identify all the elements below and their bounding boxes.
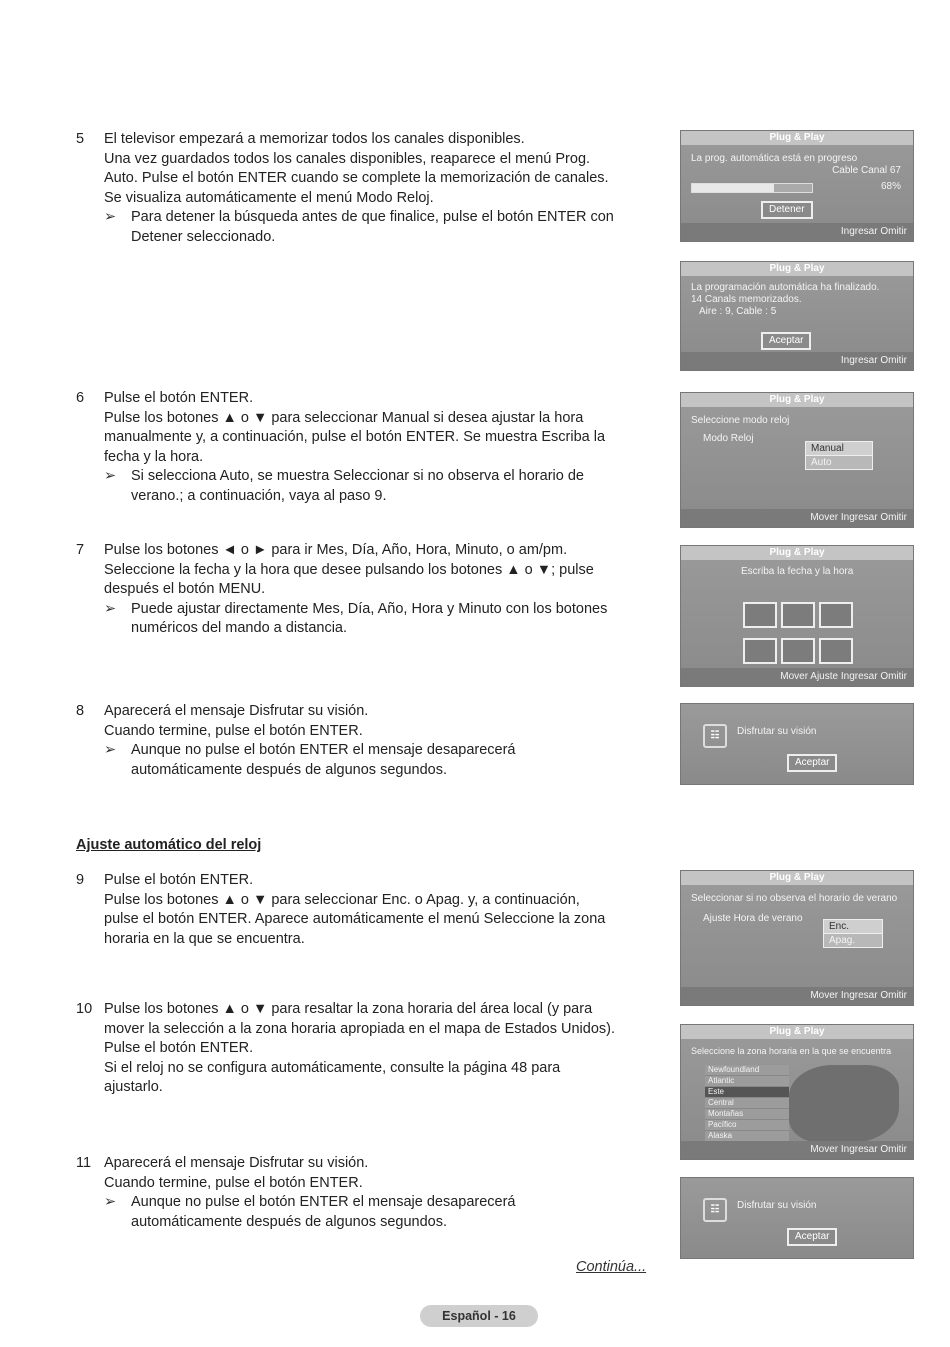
note-line: automáticamente después de algunos segundos. bbox=[131, 1213, 447, 1230]
osd-time-fields[interactable] bbox=[743, 638, 853, 664]
osd-accept-button[interactable]: Aceptar bbox=[787, 1228, 837, 1246]
step-note bbox=[104, 1193, 656, 1232]
note-line: Puede ajustar directamente Mes, Día, Año, Hora y Minuto con los botones bbox=[131, 600, 608, 617]
osd-screen-complete bbox=[680, 261, 914, 371]
step-number: 6 bbox=[76, 390, 85, 406]
step-6 bbox=[76, 389, 656, 506]
step-line: Pulse los botones ▲ o ▼ para resaltar la zona horaria del área local (y para bbox=[104, 1001, 593, 1017]
step-5 bbox=[76, 130, 656, 247]
osd-zone-list[interactable] bbox=[705, 1065, 789, 1153]
step-line: pulse el botón ENTER. Aparece automáticamente el menú Seleccione la zona bbox=[104, 911, 606, 927]
osd-footer: Mover Ingresar Omitir bbox=[681, 1141, 913, 1159]
osd-title: Plug & Play bbox=[681, 546, 913, 560]
osd-option-on[interactable]: Enc. bbox=[823, 919, 883, 934]
step-line: fecha y la hora. bbox=[104, 448, 204, 465]
step-line: Una vez guardados todos los canales disponibles, reaparece el menú Prog. bbox=[104, 150, 591, 167]
osd-accept-button[interactable]: Aceptar bbox=[787, 754, 837, 772]
tv-icon: ☷ bbox=[703, 724, 727, 748]
page-number-badge: Español - 16 bbox=[420, 1305, 538, 1327]
step-line: Cuando termine, pulse el botón ENTER. bbox=[104, 722, 363, 739]
note-line: Si selecciona Auto, se muestra Seleccionar si no observa el horario de bbox=[131, 468, 584, 484]
zone-item[interactable]: Atlantic bbox=[705, 1076, 789, 1087]
step-11 bbox=[76, 1154, 656, 1232]
osd-text: Escriba la fecha y la hora bbox=[741, 566, 854, 577]
osd-option-auto[interactable]: Auto bbox=[805, 455, 873, 470]
continued-label: Continúa... bbox=[576, 1259, 647, 1275]
osd-screen-progress bbox=[680, 130, 914, 242]
step-line: Pulse el botón ENTER. bbox=[104, 872, 254, 888]
arrow-icon: ➢ bbox=[104, 600, 117, 617]
osd-title: Plug & Play bbox=[681, 262, 913, 276]
note-line: Detener seleccionado. bbox=[131, 228, 276, 245]
step-number: 9 bbox=[76, 872, 85, 888]
step-line: ajustarlo. bbox=[104, 1079, 163, 1095]
osd-text: Seleccione la zona horaria en la que se encuentra bbox=[691, 1046, 892, 1056]
osd-progress-fill bbox=[692, 184, 774, 192]
step-line: Auto. Pulse el botón ENTER cuando se complete la memorización de canales. bbox=[104, 170, 609, 186]
step-note bbox=[104, 741, 656, 780]
step-line: Pulse el botón ENTER. bbox=[104, 1040, 254, 1056]
step-7 bbox=[76, 541, 656, 639]
step-number: 8 bbox=[76, 703, 85, 719]
osd-option-off[interactable]: Apag. bbox=[823, 933, 883, 948]
note-line: automáticamente después de algunos segundos. bbox=[131, 761, 447, 778]
osd-screen-enjoy bbox=[680, 703, 914, 785]
osd-text: La programación automática ha finalizado. bbox=[691, 282, 880, 293]
arrow-icon: ➢ bbox=[104, 209, 117, 225]
osd-text: Disfrutar su visión bbox=[737, 1200, 817, 1211]
note-line: verano.; a continuación, vaya al paso 9. bbox=[131, 487, 387, 504]
osd-text: Seleccione modo reloj bbox=[691, 415, 790, 426]
zone-item[interactable]: Central bbox=[705, 1098, 789, 1109]
step-line: Pulse los botones ▲ o ▼ para seleccionar Manual si desea ajustar la hora bbox=[104, 409, 584, 426]
osd-text: 14 Canals memorizados. bbox=[691, 294, 802, 305]
osd-title: Plug & Play bbox=[681, 393, 913, 407]
step-number: 10 bbox=[76, 1001, 93, 1017]
osd-option-manual[interactable]: Manual bbox=[805, 441, 873, 456]
osd-text: Disfrutar su visión bbox=[737, 726, 817, 737]
osd-footer: Mover Ingresar Omitir bbox=[681, 509, 913, 527]
step-note bbox=[104, 600, 656, 639]
arrow-icon: ➢ bbox=[104, 1194, 117, 1210]
note-line: Aunque no pulse el botón ENTER el mensaje desaparecerá bbox=[131, 1194, 516, 1210]
osd-text: Aire : 9, Cable : 5 bbox=[699, 306, 777, 317]
step-line: Pulse los botones ▲ o ▼ para seleccionar Enc. o Apag. y, a continuación, bbox=[104, 891, 580, 908]
zone-item[interactable]: Montañas bbox=[705, 1109, 789, 1120]
step-line: Pulse los botones ◄ o ► para ir Mes, Día, Año, Hora, Minuto, o am/pm. bbox=[104, 542, 568, 558]
osd-title: Plug & Play bbox=[681, 1025, 913, 1039]
osd-date-fields[interactable] bbox=[743, 602, 853, 628]
osd-text: Ajuste Hora de verano bbox=[703, 913, 803, 924]
note-line: numéricos del mando a distancia. bbox=[131, 620, 348, 636]
osd-percent: 68% bbox=[880, 181, 901, 192]
osd-text: La prog. automática está en progreso bbox=[691, 153, 858, 164]
osd-footer: Ingresar Omitir bbox=[681, 223, 913, 241]
step-line: Pulse el botón ENTER. bbox=[104, 390, 254, 406]
osd-stop-button[interactable]: Detener bbox=[761, 201, 813, 219]
osd-title: Plug & Play bbox=[681, 871, 913, 885]
zone-item[interactable]: Alaska bbox=[705, 1131, 789, 1142]
step-line: Se visualiza automáticamente el menú Modo Reloj. bbox=[104, 189, 434, 206]
osd-text: Modo Reloj bbox=[703, 433, 754, 444]
step-line: mover la selección a la zona horaria apropiada en el mapa de Estados Unidos). bbox=[104, 1020, 616, 1037]
step-line: Seleccione la fecha y la hora que desee pulsando los botones ▲ o ▼; pulse bbox=[104, 561, 594, 578]
zone-item[interactable]: Pacífico bbox=[705, 1120, 789, 1131]
step-note bbox=[104, 208, 656, 247]
step-line: horaria en la que se encuentra. bbox=[104, 930, 305, 947]
step-number: 5 bbox=[76, 131, 85, 147]
step-9 bbox=[76, 871, 656, 949]
osd-screen-clock-mode bbox=[680, 392, 914, 528]
osd-progress-bar bbox=[691, 183, 813, 193]
step-line: después el botón MENU. bbox=[104, 581, 266, 597]
step-10 bbox=[76, 1000, 656, 1098]
osd-screen-date-time bbox=[680, 545, 914, 687]
osd-screen-enjoy-2 bbox=[680, 1177, 914, 1259]
section-heading: Ajuste automático del reloj bbox=[76, 837, 262, 853]
zone-item[interactable]: Newfoundland bbox=[705, 1065, 789, 1076]
step-line: manualmente y, a continuación, pulse el botón ENTER. Se muestra Escriba la bbox=[104, 429, 606, 445]
step-8 bbox=[76, 702, 656, 780]
step-line: Aparecerá el mensaje Disfrutar su visión. bbox=[104, 1155, 369, 1171]
osd-accept-button[interactable]: Aceptar bbox=[761, 332, 811, 350]
step-line: Aparecerá el mensaje Disfrutar su visión. bbox=[104, 703, 369, 719]
arrow-icon: ➢ bbox=[104, 742, 117, 758]
us-map-image bbox=[789, 1065, 899, 1143]
osd-screen-timezone bbox=[680, 1024, 914, 1160]
step-line: El televisor empezará a memorizar todos los canales disponibles. bbox=[104, 131, 525, 147]
osd-screen-dst bbox=[680, 870, 914, 1006]
osd-footer: Ingresar Omitir bbox=[681, 352, 913, 370]
note-line: Para detener la búsqueda antes de que finalice, pulse el botón ENTER con bbox=[131, 209, 614, 225]
tv-icon: ☷ bbox=[703, 1198, 727, 1222]
arrow-icon: ➢ bbox=[104, 468, 117, 484]
osd-text: Seleccionar si no observa el horario de verano bbox=[691, 893, 898, 904]
step-note bbox=[104, 467, 656, 506]
step-number: 11 bbox=[76, 1155, 92, 1171]
note-line: Aunque no pulse el botón ENTER el mensaje desaparecerá bbox=[131, 742, 516, 758]
step-line: Si el reloj no se configura automáticamente, consulte la página 48 para bbox=[104, 1059, 561, 1076]
osd-footer: Mover Ajuste Ingresar Omitir bbox=[681, 668, 913, 686]
step-line: Cuando termine, pulse el botón ENTER. bbox=[104, 1174, 363, 1191]
osd-title: Plug & Play bbox=[681, 131, 913, 145]
osd-text: Cable Canal 67 bbox=[832, 165, 901, 176]
osd-footer: Mover Ingresar Omitir bbox=[681, 987, 913, 1005]
step-number: 7 bbox=[76, 542, 85, 558]
zone-item[interactable]: Este bbox=[705, 1087, 789, 1098]
